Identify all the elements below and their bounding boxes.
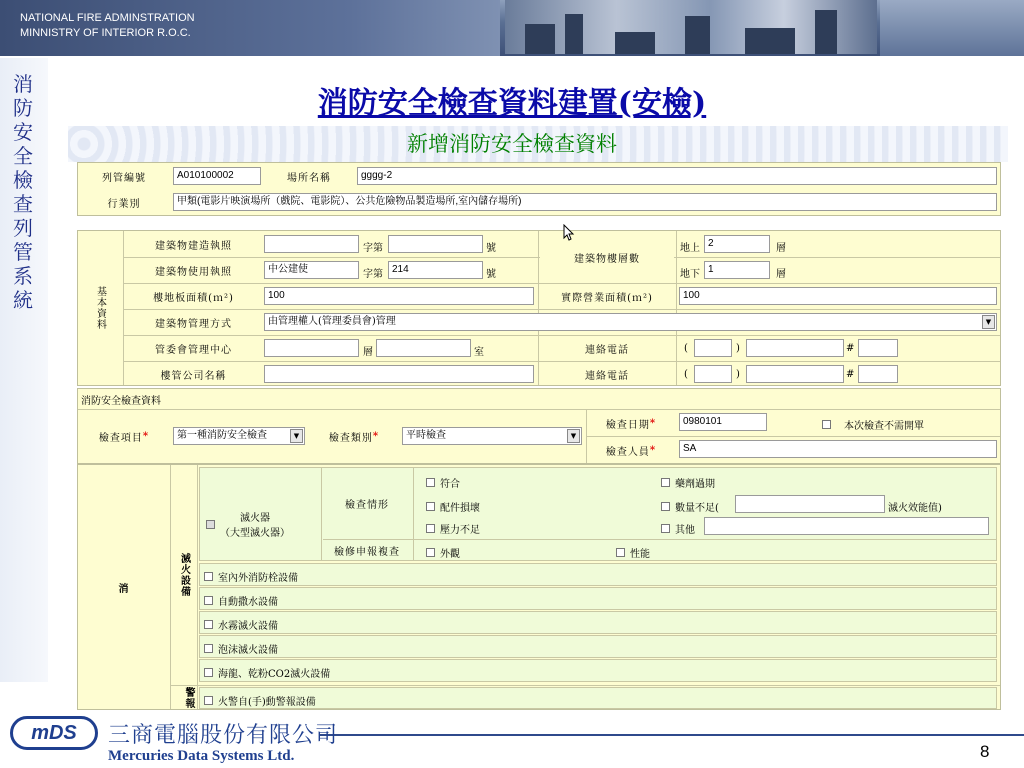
mgmt-method-label: 建築物管理方式 <box>155 318 232 330</box>
paren-close-2: ) <box>736 369 740 380</box>
equipment-item-1-label: 室內外消防栓設備 <box>218 573 298 584</box>
ext-input-1[interactable] <box>858 339 898 357</box>
ext-mark-1: # <box>846 343 855 354</box>
list-item <box>199 587 997 610</box>
divider <box>123 361 1000 362</box>
logo-mark: mDS <box>10 716 98 750</box>
item-select[interactable] <box>173 427 305 445</box>
phone-label-1: 連絡電話 <box>585 344 629 356</box>
equipment-item-4-label: 泡沫滅火設備 <box>218 645 278 656</box>
committee-label: 管委會管理中心 <box>155 344 232 356</box>
low-pressure-checkbox[interactable] <box>426 524 435 533</box>
no-ticket-label: 本次檢查不需開單 <box>844 421 924 432</box>
business-area-input[interactable]: 100 <box>679 287 997 305</box>
date-label: 檢查日期 <box>605 419 650 431</box>
required-mark: * <box>649 417 657 429</box>
divider <box>78 409 1000 410</box>
phone-label-2: 連絡電話 <box>585 370 629 382</box>
chevron-down-icon[interactable]: ▼ <box>982 315 995 329</box>
phone-input-2[interactable] <box>746 365 844 383</box>
top-info-panel <box>77 162 1001 216</box>
fire-value-label: 滅火效能值) <box>888 503 942 514</box>
equipment-outer-label: 消 <box>118 583 130 595</box>
floors-label: 建築物樓層數 <box>540 233 674 281</box>
company-name-en: Mercuries Data Systems Ltd. <box>108 748 295 764</box>
equipment-panel <box>77 464 1001 710</box>
low-pressure-option[interactable] <box>426 521 480 536</box>
company-label: 樓管公司名稱 <box>160 370 227 382</box>
use-permit-input[interactable]: 中公建使 <box>264 261 359 279</box>
divider <box>321 467 322 561</box>
other-option[interactable] <box>661 521 695 536</box>
equipment-item-4[interactable] <box>204 641 278 656</box>
alarm-item[interactable] <box>204 693 316 708</box>
divider <box>413 467 414 561</box>
build-hao-text: 號 <box>486 243 496 254</box>
inspection-form <box>77 160 1001 710</box>
committee-floor-unit: 層 <box>363 347 373 358</box>
below-label: 地下 <box>680 269 700 280</box>
expired-checkbox[interactable] <box>661 478 670 487</box>
place-label: 場所名稱 <box>287 172 331 184</box>
below-unit: 層 <box>776 269 786 280</box>
above-unit: 層 <box>776 243 786 254</box>
company-input[interactable] <box>264 365 534 383</box>
chevron-down-icon[interactable]: ▼ <box>567 429 580 443</box>
industry-input[interactable]: 甲類(電影片映演場所（戲院、電影院）、公共危險物品製造場所,室內儲存場所) <box>173 193 997 211</box>
divider <box>123 335 1000 336</box>
footer-line <box>320 734 1024 736</box>
type-select-value: 平時檢查 <box>406 430 446 441</box>
org-line2: MINNISTRY OF INTERIOR R.O.C. <box>20 27 191 39</box>
build-permit-no-input[interactable] <box>388 235 483 253</box>
extinguisher-checkbox[interactable] <box>206 520 215 529</box>
inspector-input[interactable]: SA <box>679 440 997 458</box>
parts-damaged-option[interactable] <box>426 499 480 514</box>
date-input[interactable]: 0980101 <box>679 413 767 431</box>
inspection-section-label: 消防安全檢查資料 <box>81 396 161 407</box>
inspection-panel <box>77 388 1001 464</box>
below-floors-input[interactable]: 1 <box>704 261 770 279</box>
equipment-item-5-label: 海龍、乾粉CO2滅火設備 <box>218 669 331 680</box>
area-code-input-2[interactable] <box>694 365 732 383</box>
alarm-item-checkbox[interactable] <box>204 696 213 705</box>
page-title: 消防安全檢查資料建置(安檢) <box>317 86 707 121</box>
mgmt-method-value: 由管理權人(管理委員會)管理 <box>268 316 396 327</box>
expired-option[interactable] <box>661 475 715 490</box>
performance-option[interactable] <box>616 545 650 560</box>
equipment-item-1[interactable] <box>204 569 298 584</box>
performance-checkbox[interactable] <box>616 548 625 557</box>
insufficient-option[interactable] <box>661 499 719 514</box>
group1-label: 滅火設備 <box>172 465 196 685</box>
equipment-item-3-checkbox[interactable] <box>204 620 213 629</box>
required-mark: * <box>649 444 657 456</box>
divider <box>170 465 171 709</box>
use-permit-no-input[interactable]: 214 <box>388 261 483 279</box>
paren-close-1: ) <box>736 343 740 354</box>
type-label-wrap <box>310 411 398 461</box>
no-ticket-option[interactable] <box>822 417 924 432</box>
divider <box>197 465 198 709</box>
place-name-input[interactable]: gggg-2 <box>357 167 997 185</box>
mouse-pointer-icon <box>563 224 575 242</box>
use-zi-text: 字第 <box>363 269 383 280</box>
divider <box>123 283 1000 284</box>
equipment-item-2-label: 自動撒水設備 <box>218 597 278 608</box>
fire-value-input[interactable] <box>735 495 885 513</box>
business-area-label: 實際營業面積(ｍ²) <box>561 292 653 304</box>
parts-damaged-label: 配件損壞 <box>440 503 480 514</box>
form-subtitle: 新增消防安全檢查資料 <box>407 132 617 156</box>
equipment-item-2[interactable] <box>204 593 278 608</box>
list-no-label: 列管編號 <box>102 172 146 184</box>
equipment-item-5[interactable] <box>204 665 330 680</box>
group2-label: 警報 <box>183 687 194 709</box>
appearance-label: 外觀 <box>440 549 460 560</box>
status-label: 檢查情形 <box>345 499 389 511</box>
conform-label: 符合 <box>440 479 460 490</box>
org-line1: NATIONAL FIRE ADMINSTRATION <box>20 12 195 24</box>
list-item <box>199 611 997 634</box>
header-right-panel <box>880 0 1024 56</box>
floor-area-input[interactable]: 100 <box>264 287 534 305</box>
expired-label: 藥劑過期 <box>675 479 715 490</box>
paren-open-1: ( <box>684 343 688 354</box>
build-permit-input[interactable] <box>264 235 359 253</box>
appearance-option[interactable] <box>426 545 460 560</box>
chevron-down-icon[interactable]: ▼ <box>290 429 303 443</box>
type-select[interactable] <box>402 427 582 445</box>
divider <box>323 539 997 540</box>
floor-area-label: 樓地板面積(ｍ²) <box>153 292 234 304</box>
other-input[interactable] <box>704 517 989 535</box>
extinguisher-block <box>199 467 997 561</box>
committee-room-input[interactable] <box>376 339 471 357</box>
no-ticket-checkbox[interactable] <box>822 420 831 429</box>
equipment-item-3[interactable] <box>204 617 278 632</box>
item-label: 檢查項目 <box>98 432 143 444</box>
performance-label: 性能 <box>630 549 650 560</box>
divider <box>170 685 1000 686</box>
type-label: 檢查類別 <box>328 432 373 444</box>
date-label-wrap <box>588 411 674 435</box>
item-select-value: 第一種消防安全檢查 <box>177 430 267 441</box>
extinguisher-option[interactable] <box>206 509 290 539</box>
company-name-zh: 三商電腦股份有限公司 <box>108 723 339 748</box>
industry-label: 行業別 <box>107 198 141 210</box>
paren-open-2: ( <box>684 369 688 380</box>
above-label: 地上 <box>680 243 700 254</box>
insufficient-label: 數量不足( <box>675 503 719 514</box>
basic-info-panel <box>77 230 1001 386</box>
list-item <box>199 635 997 658</box>
equipment-item-5-checkbox[interactable] <box>204 668 213 677</box>
conform-option[interactable] <box>426 475 460 490</box>
divider <box>676 231 677 385</box>
build-zi-text: 字第 <box>363 243 383 254</box>
equipment-item-1-checkbox[interactable] <box>204 572 213 581</box>
basic-side-label: 基本資料 <box>94 286 106 330</box>
divider <box>586 436 1000 437</box>
sidebar-title: 消防安全檢查列管系統 <box>13 72 33 312</box>
header-photo <box>505 0 877 54</box>
list-no-input[interactable]: A010100002 <box>173 167 261 185</box>
page-number: 8 <box>980 742 990 761</box>
list-item <box>199 687 997 709</box>
ext-input-2[interactable] <box>858 365 898 383</box>
committee-floor-input[interactable] <box>264 339 359 357</box>
item-label-wrap <box>80 411 168 461</box>
mgmt-method-select[interactable] <box>264 313 997 331</box>
equipment-item-2-checkbox[interactable] <box>204 596 213 605</box>
low-pressure-label: 壓力不足 <box>440 525 480 536</box>
insufficient-checkbox[interactable] <box>661 502 670 511</box>
equipment-item-3-label: 水霧滅火設備 <box>218 621 278 632</box>
repair-label: 檢修申報複查 <box>334 546 400 558</box>
appearance-checkbox[interactable] <box>426 548 435 557</box>
use-hao-text: 號 <box>486 269 496 280</box>
divider <box>123 309 1000 310</box>
phone-input-1[interactable] <box>746 339 844 357</box>
required-mark: * <box>142 430 150 442</box>
equipment-item-4-checkbox[interactable] <box>204 644 213 653</box>
conform-checkbox[interactable] <box>426 478 435 487</box>
divider <box>538 231 539 385</box>
parts-damaged-checkbox[interactable] <box>426 502 435 511</box>
area-code-input-1[interactable] <box>694 339 732 357</box>
ext-mark-2: # <box>846 369 855 380</box>
required-mark: * <box>372 430 380 442</box>
above-floors-input[interactable]: 2 <box>704 235 770 253</box>
alarm-item-label: 火警自(手)動警報設備 <box>218 697 316 708</box>
other-label: 其他 <box>675 525 695 536</box>
inspector-label-wrap <box>588 438 674 462</box>
use-permit-label: 建築物使用執照 <box>155 266 232 278</box>
list-item <box>199 563 997 586</box>
other-checkbox[interactable] <box>661 524 670 533</box>
inspector-label: 檢查人員 <box>605 446 650 458</box>
build-permit-label: 建築物建造執照 <box>155 240 232 252</box>
extinguisher-label: 滅火器 （大型滅火器） <box>220 513 290 539</box>
org-name <box>20 11 195 41</box>
committee-room-unit: 室 <box>474 347 484 358</box>
